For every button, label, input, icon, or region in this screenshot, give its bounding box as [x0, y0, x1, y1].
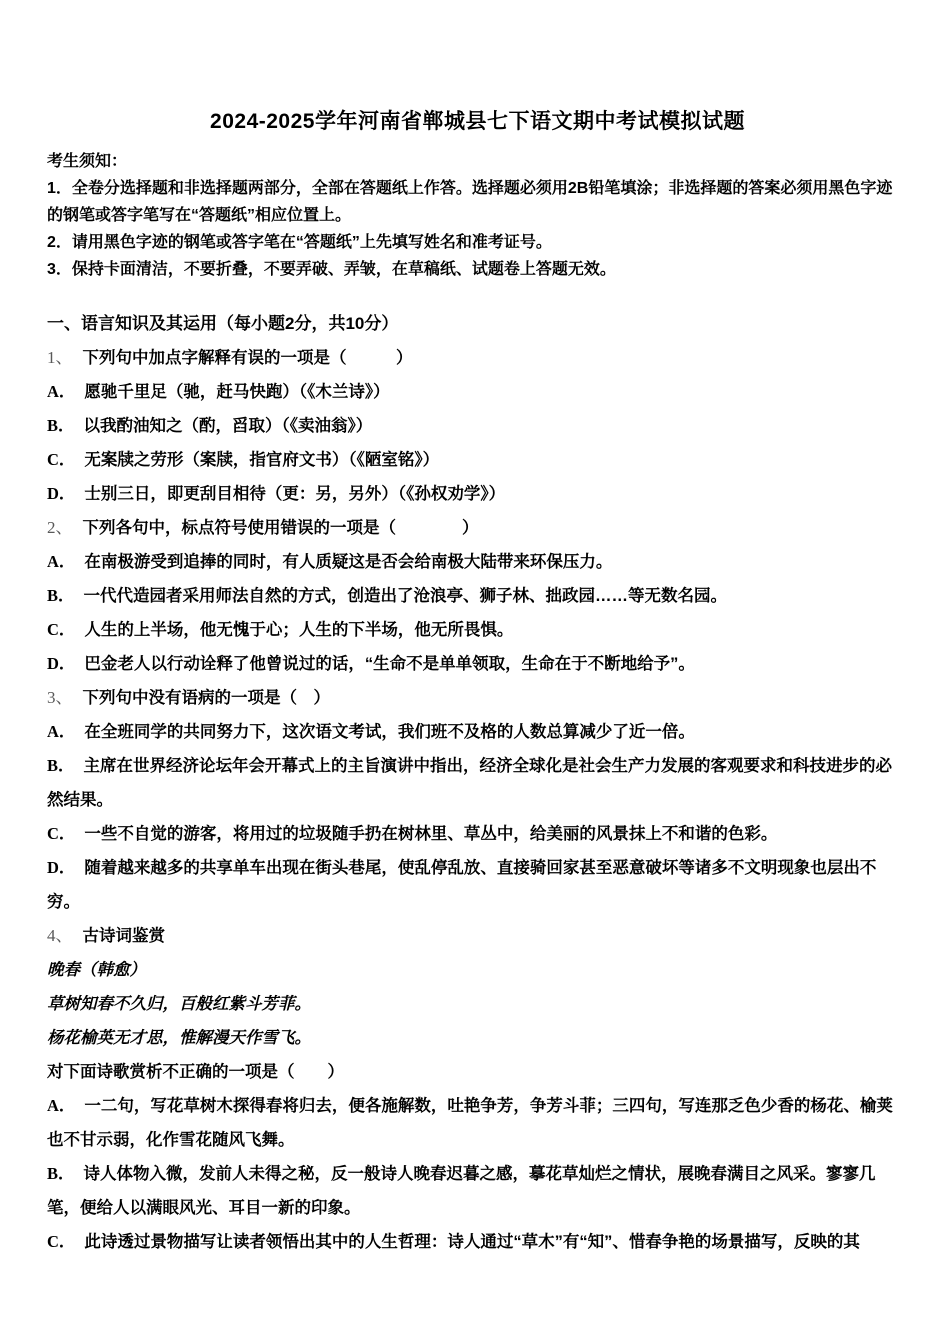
option-text: 无案牍之劳形（案牍，指官府文书）（《陋室铭》）: [84, 451, 440, 469]
question-3-option-d: [47, 851, 908, 919]
option-letter: D．: [47, 484, 76, 503]
question-1-option-c: [47, 443, 908, 477]
question-1-option-d: [47, 477, 908, 511]
option-letter: B．: [47, 416, 75, 435]
option-text: 主席在世界经济论坛年会开幕式上的主旨演讲中指出，经济全球化是社会生产力发展的客观要求和科技进步的必然结果。: [47, 757, 893, 809]
option-text: 此诗透过景物描写让读者领悟出其中的人生哲理：诗人通过“草木”有“知”、惜春争艳的场景描写，反映的其: [84, 1233, 860, 1251]
question-1-number: 1、: [47, 348, 73, 367]
option-text: 在全班同学的共同努力下，这次语文考试，我们班不及格的人数总算减少了近一倍。: [84, 723, 695, 741]
option-text: 愿驰千里足（驰，赶马快跑）（《木兰诗》）: [84, 383, 390, 401]
option-text: 士别三日，即更刮目相待（更：另，另外）（《孙权劝学》）: [84, 485, 506, 503]
question-4-stem: [47, 919, 908, 953]
option-text: 巴金老人以行动诠释了他曾说过的话，“生命不是单单领取，生命在于不断地给予”。: [84, 655, 695, 673]
option-letter: C．: [47, 620, 76, 639]
option-text: 一二句，写花草树木探得春将归去，便各施解数，吐艳争芳，争芳斗菲；三四句，写连那乏色少香的杨花、榆荚也不甘示弱，化作雪花随风飞舞。: [47, 1097, 893, 1149]
poem-title: 晚春（韩愈）: [47, 960, 146, 979]
section-title: 一、语言知识及其运用（每小题2分，共10分）: [47, 314, 399, 333]
notice-item-2: 2．请用黑色字迹的钢笔或答字笔在“答题纸”上先填写姓名和准考证号。: [47, 234, 552, 251]
option-text: 以我酌油知之（酌，舀取）（《卖油翁》）: [83, 417, 373, 435]
question-4-option-c: [47, 1225, 908, 1259]
option-letter: C．: [47, 824, 76, 843]
question-4-number: 4、: [47, 926, 73, 945]
question-3-option-a: [47, 715, 908, 749]
question-2-option-d: [47, 647, 908, 681]
question-4-sub-stem: 对下面诗歌赏析不正确的一项是（ ）: [47, 1063, 344, 1081]
option-letter: A．: [47, 722, 76, 741]
question-2-option-c: [47, 613, 908, 647]
poem-line-1: 草树知春不久归，百般红紫斗芳菲。: [47, 994, 311, 1013]
question-2-stem: [47, 511, 908, 545]
option-text: 人生的上半场，他无愧于心；人生的下半场，他无所畏惧。: [84, 621, 514, 639]
question-2-option-b: [47, 579, 908, 613]
question-3-option-b: [47, 749, 908, 817]
option-text: 随着越来越多的共享单车出现在街头巷尾，使乱停乱放、直接骑回家甚至恶意破坏等诸多不文明现象也层出不穷。: [47, 859, 877, 911]
option-text: 一代代造园者采用师法自然的方式，创造出了沧浪亭、狮子林、拙政园……等无数名园。: [83, 587, 728, 605]
notice-label: 考生须知：: [47, 153, 128, 170]
question-3-stem: [47, 681, 908, 715]
question-3-number: 3、: [47, 688, 73, 707]
option-text: 诗人体物入微，发前人未得之秘，反一般诗人晚春迟暮之感，摹花草灿烂之情状，展晚春满目之风采。寥寥几笔，便给人以满眼风光、耳目一新的印象。: [47, 1165, 876, 1217]
option-letter: A．: [47, 1096, 76, 1115]
option-letter: A．: [47, 382, 76, 401]
question-1-text: 下列句中加点字解释有误的一项是（ ）: [82, 349, 413, 367]
option-letter: B．: [47, 756, 75, 775]
option-letter: B．: [47, 1164, 75, 1183]
option-letter: A．: [47, 552, 76, 571]
option-letter: D．: [47, 858, 76, 877]
question-3-text: 下列句中没有语病的一项是（ ）: [82, 689, 330, 707]
question-1-option-a: [47, 375, 908, 409]
question-2-text: 下列各句中，标点符号使用错误的一项是（ ）: [82, 519, 479, 537]
question-4-option-a: [47, 1089, 908, 1157]
option-letter: C．: [47, 1232, 76, 1251]
question-4-text: 古诗词鉴赏: [82, 927, 165, 945]
question-1-option-b: [47, 409, 908, 443]
notice-item-1: 1．全卷分选择题和非选择题两部分，全部在答题纸上作答。选择题必须用2B铅笔填涂；非选择题的答案必须用黑色字迹的钢笔或答字笔写在“答题纸”相应位置上。: [47, 180, 893, 224]
option-letter: D．: [47, 654, 76, 673]
question-2-option-a: [47, 545, 908, 579]
poem-line-2: 杨花榆英无才思，惟解漫天作雪飞。: [47, 1028, 311, 1047]
option-letter: B．: [47, 586, 75, 605]
question-4-option-b: [47, 1157, 908, 1225]
option-text: 在南极游受到追捧的同时，有人质疑这是否会给南极大陆带来环保压力。: [84, 553, 613, 571]
option-text: 一些不自觉的游客，将用过的垃圾随手扔在树林里、草丛中，给美丽的风景抹上不和谐的色彩。: [84, 825, 778, 843]
question-3-option-c: [47, 817, 908, 851]
page-title: 2024-2025学年河南省郸城县七下语文期中考试模拟试题: [210, 110, 745, 133]
notice-item-3: 3．保持卡面清洁，不要折叠，不要弄破、弄皱，在草稿纸、试题卷上答题无效。: [47, 261, 616, 278]
question-2-number: 2、: [47, 518, 73, 537]
option-letter: C．: [47, 450, 76, 469]
question-1-stem: [47, 341, 908, 375]
